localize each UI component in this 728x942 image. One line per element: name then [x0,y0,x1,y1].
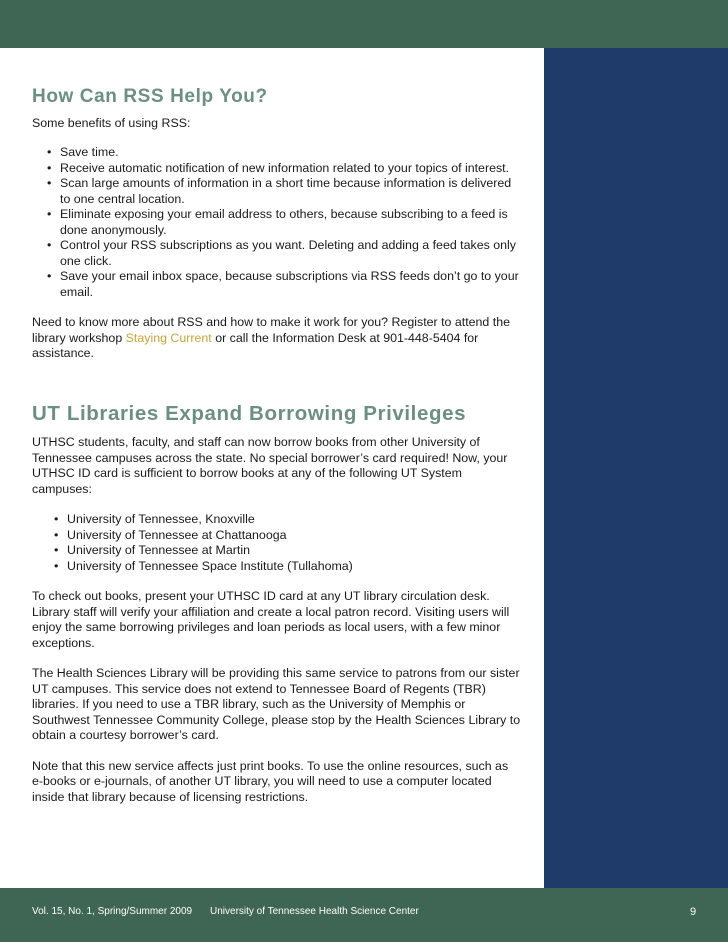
ut-paragraph-4: Note that this new service affects just print books. To use the online resources, such as e-books or e-journals, of another UT library, you will need to use a computer located inside that library because of licensing restrictions. [32,758,509,804]
header-band [0,0,728,48]
list-item-text: Receive automatic notification of new information related to your topics of interest. [60,160,510,175]
list-item: • Save time. [47,145,119,160]
list-item: • University of Tennessee Space Institute (Tullahoma) [54,558,353,573]
list-item-text: Scan large amounts of information in a short time because information is delivered to one central location. [60,176,512,206]
ut-paragraph-3: The Health Sciences Library will be providing this same service to patrons from our sister UT campuses. This service does not extend to Tennessee Board of Regents (TBR) libraries. If you need to use a TBR library, such as the University of Memphis or Southwest Tennessee Community College, please stop by the Health Sciences Library to obtain a courtesy borrower’s card. [32,666,521,743]
list-item: • University of Tennessee at Chattanooga [54,527,287,542]
footer-volume: Vol. 15, No. 1, Spring/Summer 2009 [32,906,193,917]
rss-more-text-after: or call the Information Desk at 901-448-5404 for assistance. [32,330,479,361]
ut-heading: UT Libraries Expand Borrowing Privileges [32,401,467,425]
list-item: • University of Tennessee, Knoxville [54,512,255,527]
ut-paragraph-2: To check out books, present your UTHSC ID card at any UT library circulation desk. Library staff will verify your affiliation and create a local patron record. Visiting users will enjoy the same borrowing privileges and loan periods as local users, with a few minor exceptions. [32,589,510,650]
list-item-text: University of Tennessee at Martin [67,543,250,558]
list-item-text: University of Tennessee at Chattanooga [67,527,287,542]
rss-heading: How Can RSS Help You? [32,86,268,107]
list-item: • Receive automatic notification of new information related to your topics of interest. [47,160,510,175]
list-item-text: Eliminate exposing your email address to others, because subscribing to a feed is done anonymously. [60,207,508,237]
rss-more-info [32,315,522,362]
rss-more-text-before: Need to know more about RSS and how to make it work for you? Register to attend the library workshop [32,315,510,345]
page-number: 9 [690,906,697,918]
ut-paragraph-1: UTHSC students, faculty, and staff can now borrow books from other University of Tennessee campuses across the state. No special borrower’s card required! Now, your UTHSC ID card is sufficient to borrow books at any of the following UT System campuses: [32,435,508,496]
list-item: • Scan large amounts of information in a short time because information is delivered to one central location. [47,176,512,206]
list-item-text: Control your RSS subscriptions as you want. Deleting and adding a feed takes only one click. [60,238,516,268]
list-item: • Save your email inbox space, because subscriptions via RSS feeds don’t go to your email. [47,269,519,299]
list-item: • Control your RSS subscriptions as you want. Deleting and adding a feed takes only one click. [47,238,516,268]
list-item: • Eliminate exposing your email address to others, because subscribing to a feed is done anonymously. [47,207,508,237]
rss-benefits-list [47,145,522,300]
list-item-text: University of Tennessee, Knoxville [67,512,255,527]
ut-campus-list [54,512,522,574]
ut-libraries-section [32,402,522,806]
list-item-text: Save time. [60,145,119,160]
list-item-text: University of Tennessee Space Institute (Tullahoma) [67,558,353,573]
rss-section [32,86,522,362]
sidebar-panel [544,48,728,888]
footer-organization: University of Tennessee Health Science Center [210,906,419,917]
list-item: • University of Tennessee at Martin [54,543,250,558]
rss-intro: Some benefits of using RSS: [32,115,191,130]
list-item-text: Save your email inbox space, because subscriptions via RSS feeds don’t go to your email. [60,269,519,299]
main-content [32,86,522,805]
staying-current-link[interactable]: Staying Current [125,330,212,345]
